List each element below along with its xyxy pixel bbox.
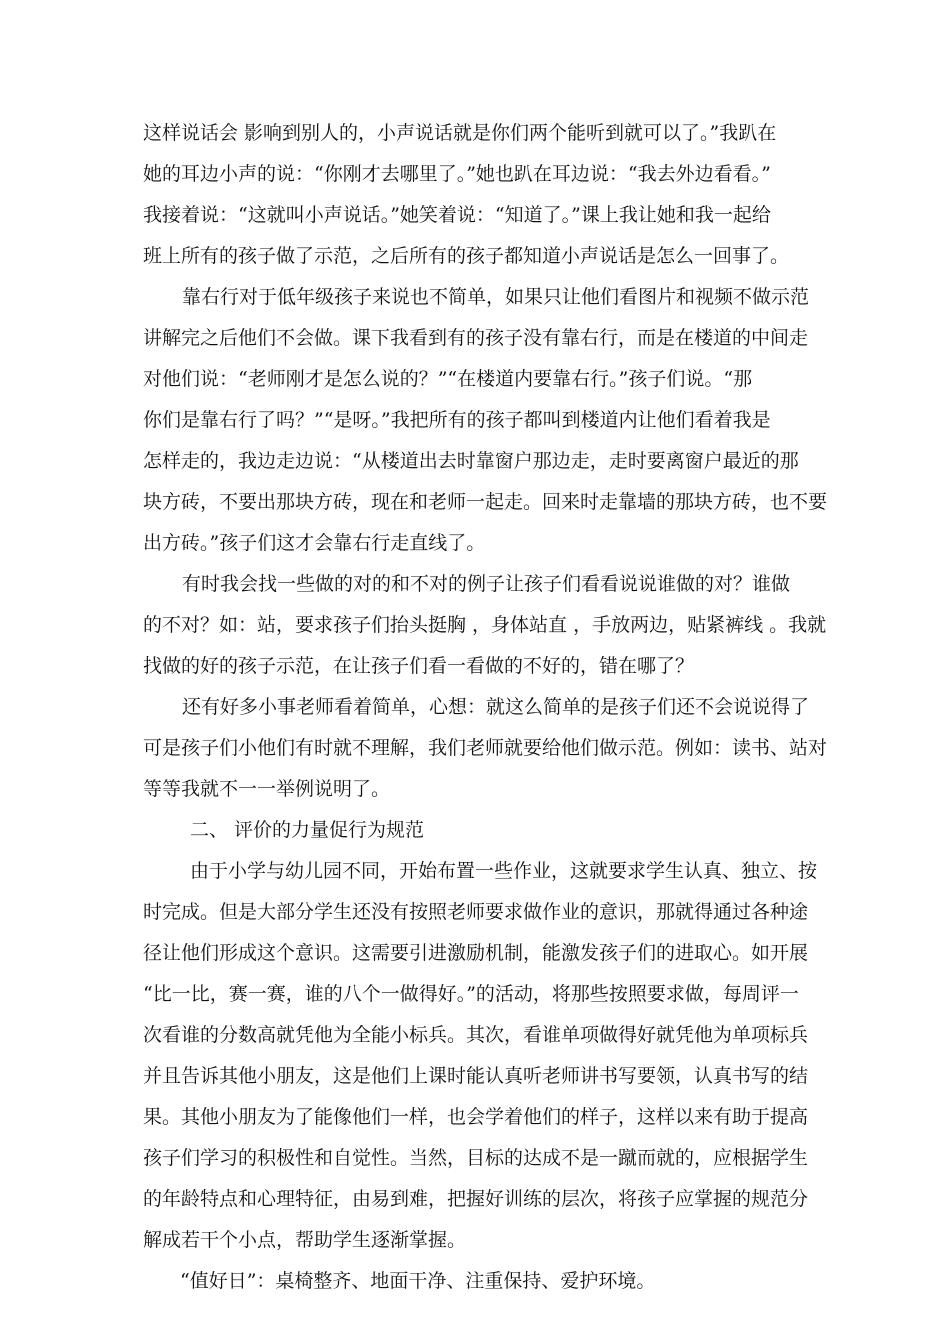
text-line	[0, 687, 950, 727]
text-line	[0, 1056, 950, 1096]
text-line	[0, 441, 950, 481]
text-line	[0, 195, 950, 235]
text-line	[0, 646, 950, 686]
text-line	[0, 113, 950, 153]
text-line-content: 的年龄特点和心理特征，由易到难，把握好训练的层次，将孩子应掌握的规范分	[143, 1188, 809, 1210]
text-line	[0, 1138, 950, 1178]
text-line-content: 有时我会找一些做的对的和不对的例子让孩子们看看说说谁做的对？谁做	[182, 573, 791, 595]
text-line-content: 我接着说：“这就叫小声说话。”她笑着说：“知道了。”课上我让她和我一起给	[143, 204, 771, 226]
text-line-content: 找做的好的孩子示范，在让孩子们看一看做的不好的，错在哪了？	[143, 655, 695, 677]
text-line-content: 靠右行对于低年级孩子来说也不简单，如果只让他们看图片和视频不做示范	[182, 286, 810, 308]
text-line-content: 她的耳边小声的说：“你刚才去哪里了。”她也趴在耳边说：“我去外边看看。”	[143, 163, 771, 185]
text-line	[0, 933, 950, 973]
text-line	[0, 605, 950, 645]
text-line-content: “比一比，赛一赛，谁的八个一做得好。”的活动，将那些按照要求做，每周评一	[143, 983, 799, 1005]
text-line-content: 的不对？如：站，要求孩子们抬头挺胸 ，身体站直 ，手放两边，贴紧裤线 。我就	[143, 614, 827, 636]
text-line-content: 等等我就不一一举例说明了。	[143, 778, 391, 800]
text-line	[0, 482, 950, 522]
text-line	[0, 236, 950, 276]
text-line-content: 班上所有的孩子做了示范，之后所有的孩子都知道小声说话是怎么一回事了。	[143, 245, 790, 267]
text-line	[0, 318, 950, 358]
text-line	[0, 769, 950, 809]
text-line	[0, 400, 950, 440]
text-line-content: 出方砖。”孩子们这才会靠右行走直线了。	[143, 532, 486, 554]
text-line	[0, 1015, 950, 1055]
text-line	[0, 892, 950, 932]
text-line	[0, 359, 950, 399]
text-line-content: 孩子们学习的积极性和自觉性。当然，目标的达成不是一蹴而就的，应根据学生	[143, 1147, 809, 1169]
text-line-content: 这样说话会 影响到别人的，小声说话就是你们两个能听到就可以了。”我趴在	[143, 122, 777, 144]
text-line-content: 时完成。但是大部分学生还没有按照老师要求做作业的意识，那就得通过各种途	[143, 901, 809, 923]
section-heading-text: 二、 评价的力量促行为规范	[190, 819, 425, 841]
text-line-content: 解成若干个小点，帮助学生逐渐掌握。	[143, 1229, 467, 1251]
text-line	[0, 564, 950, 604]
text-line-content: 径让他们形成这个意识。这需要引进激励机制，能激发孩子们的进取心。如开展	[143, 942, 809, 964]
text-line	[0, 851, 950, 891]
text-line-content: 块方砖，不要出那块方砖，现在和老师一起走。回来时走靠墙的那块方砖，也不要	[143, 491, 828, 513]
text-line-content: 对他们说：“老师刚才是怎么说的？”“在楼道内要靠右行。”孩子们说。“那	[143, 368, 753, 390]
text-line-content: 怎样走的，我边走边说：“从楼道出去时靠窗户那边走，走时要离窗户最近的那	[143, 450, 799, 472]
text-line	[0, 154, 950, 194]
text-line	[0, 974, 950, 1014]
text-line	[0, 1220, 950, 1260]
text-line-content: 还有好多小事老师看着简单，心想：就这么简单的是孩子们还不会说说得了	[182, 696, 810, 718]
text-line	[0, 1179, 950, 1219]
section-heading	[0, 810, 950, 850]
text-line	[0, 1261, 950, 1301]
text-line-content: 并且告诉其他小朋友，这是他们上课时能认真听老师讲书写要领，认真书写的结	[143, 1065, 809, 1087]
text-line-content: 你们是靠右行了吗？”“是呀。”我把所有的孩子都叫到楼道内让他们看着我是	[143, 409, 771, 431]
text-line-content: “值好日”：桌椅整齐、地面干净、注重保持、爱护环境。	[180, 1270, 656, 1292]
text-line-content: 果。其他小朋友为了能像他们一样，也会学着他们的样子，这样以来有助于提高	[143, 1106, 809, 1128]
text-line-content: 次看谁的分数高就凭他为全能小标兵。其次，看谁单项做得好就凭他为单项标兵	[143, 1024, 809, 1046]
text-line	[0, 523, 950, 563]
text-line	[0, 1097, 950, 1137]
text-line-content: 由于小学与幼儿园不同，开始布置一些作业，这就要求学生认真、独立、按	[190, 860, 818, 882]
text-line	[0, 277, 950, 317]
text-line-content: 可是孩子们小他们有时就不理解，我们老师就要给他们做示范。例如：读书、站对	[143, 737, 828, 759]
text-line	[0, 728, 950, 768]
text-line-content: 讲解完之后他们不会做。课下我看到有的孩子没有靠右行，而是在楼道的中间走	[143, 327, 809, 349]
